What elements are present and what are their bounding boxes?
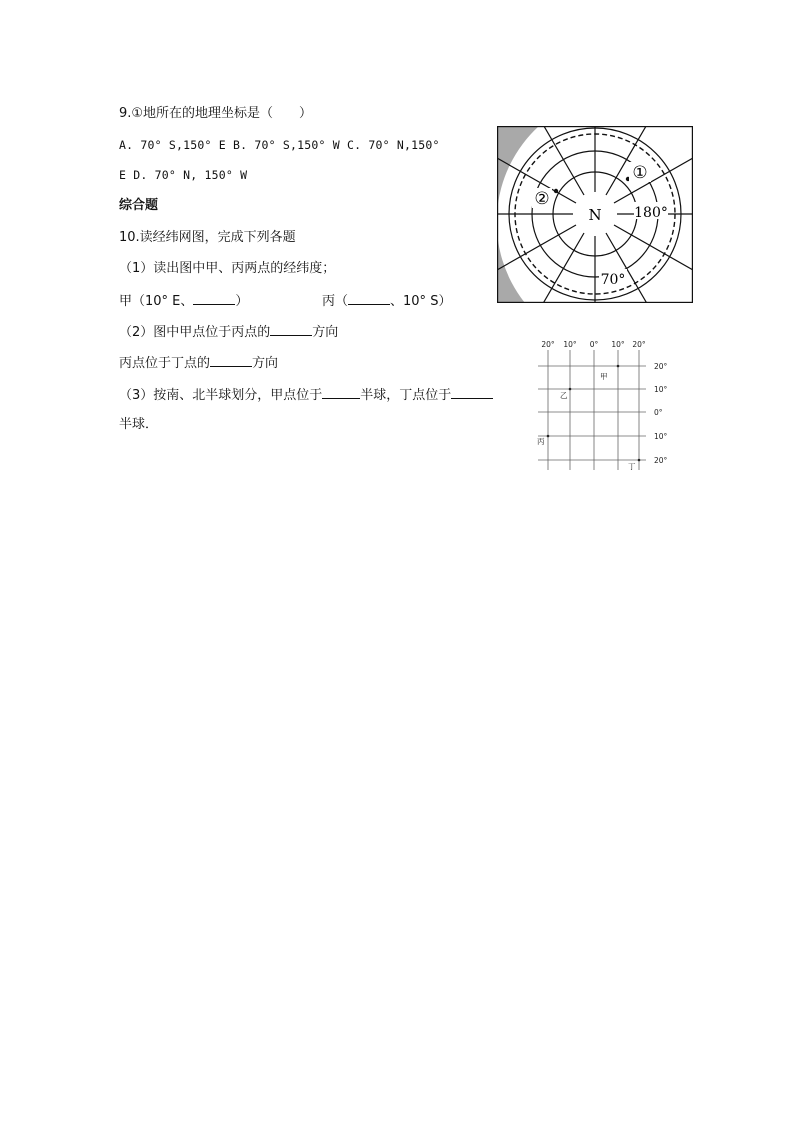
jia-prefix: 甲（10° E、	[119, 294, 194, 309]
point-bing-label: 丙	[537, 437, 545, 446]
q9-stem: 9.①地所在的地理坐标是（ ）	[119, 106, 313, 121]
q10-sub2b	[119, 354, 278, 372]
sub2-suffix: 方向	[312, 325, 339, 340]
point-yi-label: 乙	[560, 391, 568, 400]
grid-lines	[538, 350, 646, 470]
q10-bing-line	[322, 292, 451, 310]
sub2b-suffix: 方向	[252, 356, 279, 371]
polar-map	[497, 126, 693, 303]
bing-suffix: 、10° S）	[390, 294, 452, 309]
bing-prefix: 丙（	[322, 294, 349, 309]
point-1-label: ①	[632, 163, 648, 183]
jia-suffix: ）	[235, 294, 249, 309]
point-jia-dot	[617, 365, 620, 368]
lon-label-e20: 20°	[632, 340, 646, 349]
north-pole-label: N	[588, 206, 602, 224]
q10-jia-line	[119, 292, 248, 310]
lon-label-e10: 10°	[611, 340, 625, 349]
lat-label-n10: 10°	[654, 385, 668, 394]
section-title: 综合题	[119, 198, 159, 213]
point-ding-dot	[638, 459, 641, 462]
point-2-label: ②	[534, 189, 550, 209]
meridian-180-label: 180°	[634, 205, 668, 221]
q10-sub2	[119, 323, 338, 341]
sub2b-prefix: 丙点位于丁点的	[119, 356, 211, 371]
q10-stem: 10.读经纬网图，完成下列各题	[119, 230, 296, 245]
lat-label-0: 0°	[654, 408, 663, 417]
latlong-grid-map	[530, 336, 678, 474]
lon-label-w20: 20°	[541, 340, 555, 349]
sub3-jia-blank[interactable]	[322, 386, 360, 399]
q10-sub3	[119, 386, 493, 404]
jia-latitude-blank[interactable]	[193, 292, 235, 305]
parallel-70-label: 70°	[600, 272, 626, 288]
lon-label-w10: 10°	[563, 340, 577, 349]
point-jia-label: 甲	[600, 372, 608, 381]
sub3-ding-blank[interactable]	[451, 386, 493, 399]
sub3-prefix: （3）按南、北半球划分，甲点位于	[119, 388, 323, 403]
q10-sub1: （1）读出图中甲、丙两点的经纬度；	[119, 261, 336, 276]
q9-options-line1: A. 70° S,150° E B. 70° S,150° W C. 70° N,150°	[119, 138, 440, 152]
lat-label-s10: 10°	[654, 432, 668, 441]
sub2-direction-blank[interactable]	[270, 323, 312, 336]
lon-label-0: 0°	[589, 340, 599, 349]
lat-label-s20: 20°	[654, 456, 668, 465]
point-bing-dot	[547, 435, 550, 438]
point-2-dot	[554, 189, 558, 193]
lat-label-n20: 20°	[654, 362, 668, 371]
point-ding-label: 丁	[628, 462, 636, 471]
point-yi-dot	[569, 388, 572, 391]
sub2-prefix: （2）图中甲点位于丙点的	[119, 325, 271, 340]
sub2b-direction-blank[interactable]	[210, 354, 252, 367]
q9-options-line2: E D. 70° N, 150° W	[119, 168, 248, 182]
sub3-mid: 半球，丁点位于	[360, 388, 452, 403]
bing-longitude-blank[interactable]	[348, 292, 390, 305]
q10-sub3-end: 半球．	[119, 417, 159, 432]
